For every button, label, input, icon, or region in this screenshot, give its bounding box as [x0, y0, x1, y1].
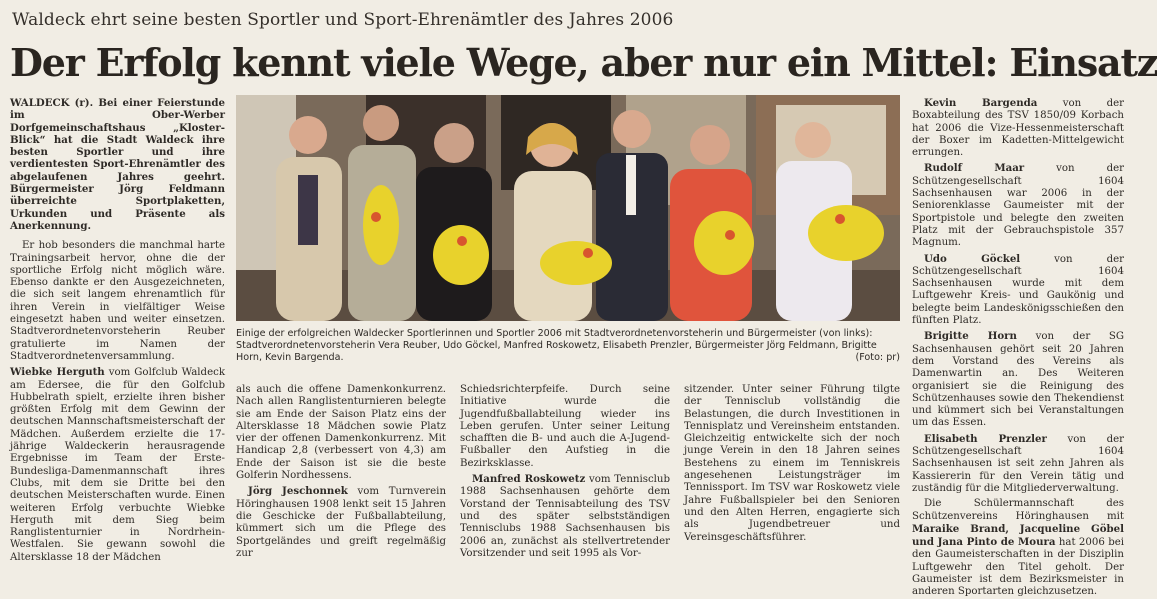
paragraph: als auch die offene Damenkonkurrenz. Nach allen Ranglistenturnieren belegte sie am Ende der Saison Platz eins der Altersklasse 18 Mädchen sowie Platz vier der offenen Damenkonkurrenz. Mit Handicap 2,8 (verbessert von 4,3) am Ende der Saison ist sie die beste Golferin Nordhessens.	[236, 384, 446, 482]
honoree-name: Jörg Jeschonnek	[248, 485, 348, 498]
article-column-3	[460, 384, 670, 559]
article-column-2	[236, 384, 446, 559]
honoree-name: Elisabeth Prenzler	[924, 432, 1047, 445]
honoree-name: Brigitte Horn	[924, 330, 1017, 343]
honoree-name: Kevin Bargenda	[924, 97, 1038, 109]
paragraph: Elisabeth Prenzler von der Schützengesellschaft 1604 Sachsenhausen ist seit zehn Jahren als Kassiererin für den Verein tätig und zuständig für die Mitgliederverwaltung.	[912, 432, 1124, 494]
article-headline: Der Erfolg kennt viele Wege, aber nur ein Mittel: Einsatz	[10, 40, 1157, 85]
dateline: WALDECK (r).	[10, 97, 94, 109]
honoree-name: Udo Göckel	[924, 252, 1021, 265]
group-photo	[236, 95, 900, 321]
honoree-name: Manfred Roskowetz	[472, 473, 586, 486]
article-kicker: Waldeck ehrt seine besten Sportler und Sport-Ehrenämtler des Jahres 2006	[12, 10, 674, 30]
lead-paragraph	[10, 97, 225, 232]
paragraph: Manfred Roskowetz vom Tennisclub 1988 Sachsenhausen gehörte dem Vorstand der Tennisabteilung des TSV und des später selbstständigen Tennisclubs 1988 Sachsenhausen bis 2006 an, zunächst als stellvertretender Vorsitzender und seit 1995 als Vor-	[460, 473, 670, 559]
paragraph: Udo Göckel von der Schützengesellschaft 1604 Sachsenhausen wurde mit dem Luftgewehr Kreis- und Gaukönig und belegte beim Landeskönigsschießen den fünften Platz.	[912, 252, 1124, 327]
paragraph: Die Schülermannschaft des Schützenvereins Höringhausen mit Maraike Brand, Jacqueline Göbel und Jana Pinto de Moura hat 2006 bei den Gaumeisterschaften in der Disziplin Luftgewehr den Titel geholt. Der Gaumeister ist dem Bezirksmeister in anderen Sportarten gleichzusetzen.	[912, 498, 1124, 598]
honoree-name: Maraike Brand, Jacqueline Göbel und Jana Pinto de Moura	[912, 522, 1124, 549]
paragraph: Rudolf Maar von der Schützengesellschaft 1604 Sachsenhausen war 2006 in der Seniorenklasse Gaumeister mit der Sportpistole und belegte den zweiten Platz mit der Gebrauchspistole 357 Magnum.	[912, 162, 1124, 249]
paragraph: Brigitte Horn von der SG Sachsenhausen gehört seit 20 Jahren dem Vorstand des Vereins als Damenwartin an. Des Weiteren organisiert sie die Reinigung des Schützenhauses sowie den Thekendienst und kümmert sich bei Veranstaltungen um das Essen.	[912, 330, 1125, 429]
honoree-name: Rudolf Maar	[924, 162, 1025, 175]
paragraph: Kevin Bargenda von der Boxabteilung des TSV 1850/09 Korbach hat 2006 die Vize-Hessenmeisterschaft der Boxer im Kadetten-Mittelgewicht errungen.	[912, 97, 1124, 159]
article-column-5	[912, 97, 1125, 598]
photo-credit: (Foto: pr)	[855, 352, 900, 363]
photo-caption	[236, 328, 900, 364]
paragraph: Er hob besonders die manchmal harte Trainingsarbeit hervor, ohne die der sportliche Erfolg nicht möglich wäre. Ebenso dankte er den Ausgezeichneten, die sich seit langem ehrenamtlich für ihren Verein in vielfältiger Weise eingesetzt haben und weiter einsetzen. Stadtverordnetenvorsteherin Reuber gratulierte im Namen der Stadtverordnetenversammlung.	[10, 240, 225, 362]
paragraph: Jörg Jeschonnek vom Turnverein Höringhausen 1908 lenkt seit 15 Jahren die Geschicke der Fußballabteilung, kümmert sich um die Pflege des Sportgeländes und greift regelmäßig zur	[236, 485, 446, 559]
article-photo	[236, 95, 900, 321]
honoree-name: Wiebke Herguth	[10, 366, 105, 379]
paragraph: Wiebke Herguth vom Golfclub Waldeck am Edersee, die für den Golfclub Hubbelrath spielt, erzielte ihren bisher größten Erfolg mit dem Gewinn der deutschen Mannschaftsmeisterschaft der Mädchen. Außerdem erzielte die 17-jährige Waldeckerin herausragende Ergebnisse im Team der Erste-Bundesliga-Damenmannschaft ihres Clubs, mit dem sie Dritte bei den deutschen Meisterschaften wurde. Einen weiteren Erfolg verbuchte Wiebke Herguth mit dem Sieg beim Ranglistenturnier in Nordrhein-Westfalen. Sie gewann sowohl die Altersklasse 18 der Mädchen	[10, 366, 225, 563]
paragraph: sitzender. Unter seiner Führung tilgte der Tennisclub vollständig die Belastungen, die durch Investitionen in Tennisplatz und Vereinsheim entstanden. Gleichzeitig entwickelte sich der noch junge Verein in den 18 Jahren seines Bestehens zu einem im Tenniskreis angesehenen Leistungsträger im Tennissport. Im TSV war Roskowetz viele Jahre Fußballspieler bei den Senioren und den Alten Herren, engagierte sich als Jugendbetreuer und Vereinsgeschäftsführer.	[684, 384, 900, 543]
caption-text: Einige der erfolgreichen Waldecker Sportlerinnen und Sportler 2006 mit Stadtverordnetenvorsteherin und Bürgermeister (von links): Stadtverordnetenvorsteherin Vera Reuber, Udo Göckel, Manfred Roskowetz, Elisabeth Prenzler, Bürgermeister Jörg Feldmann, Brigitte Horn, Kevin Bargenda.	[236, 328, 877, 363]
paragraph: Schiedsrichterpfeife. Durch seine Initiative wurde die Jugendfußballabteilung wieder ins Leben gerufen. Unter seiner Leitung schafften die B- und auch die A-Jugend-Fußballer den Aufstieg in die Bezirksklasse.	[460, 384, 670, 469]
article-column-4	[684, 384, 900, 552]
article-column-1	[10, 97, 225, 563]
lead-text: Bei einer Feierstunde im Ober-Werber Dorfgemeinschaftshaus „Kloster-Blick“ hat die Stadt Waldeck ihre besten Sportler und ihre verdientesten Sport-Ehrenämtler des abgelaufenen Jahres geehrt. Bürgermeister Jörg Feldmann überreichte Sportplaketten, Urkunden und Präsente als Anerkennung.	[10, 97, 225, 232]
